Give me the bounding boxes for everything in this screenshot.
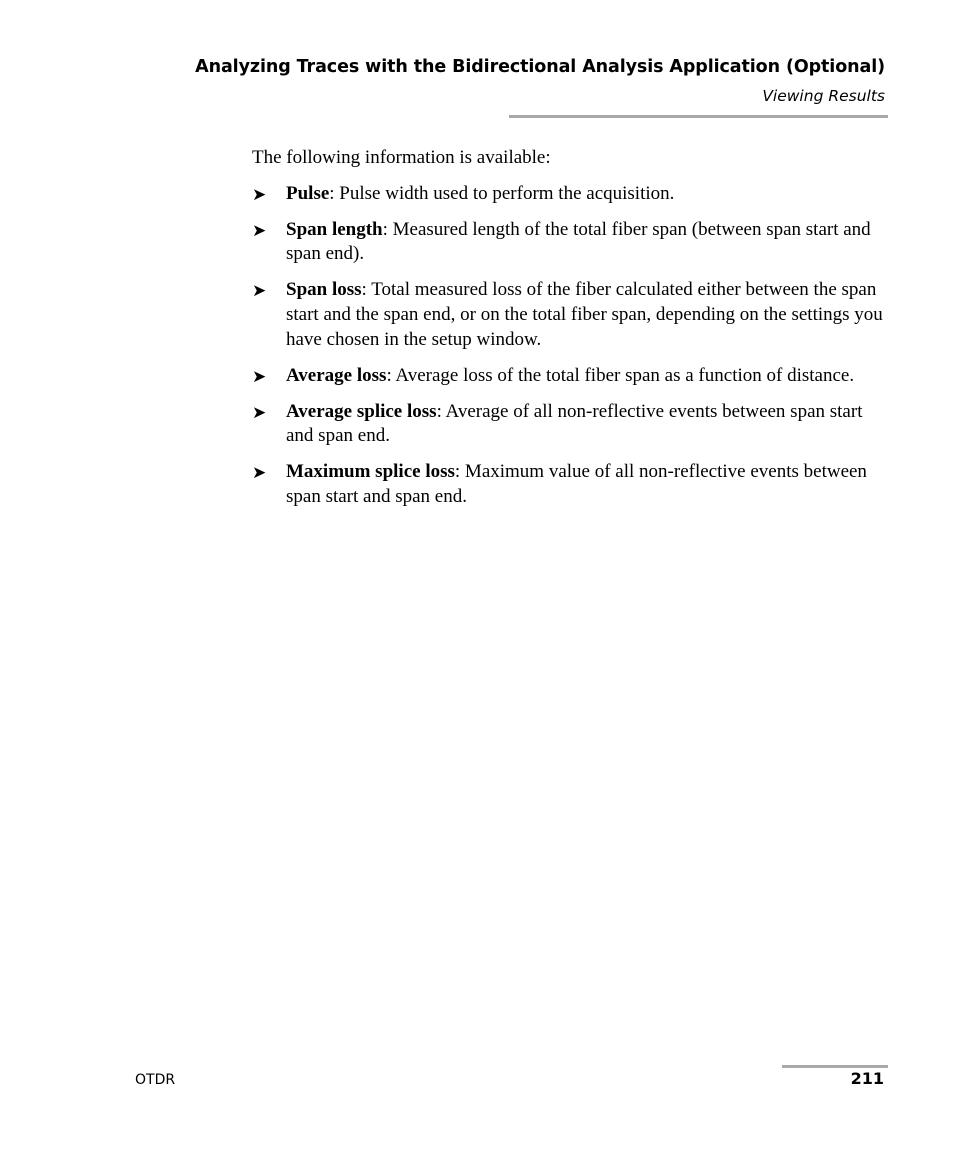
item-term: Span loss <box>286 279 362 301</box>
arrow-bullet-icon: ➤ <box>252 184 267 205</box>
chapter-title: Analyzing Traces with the Bidirectional Analysis Application (Optional) <box>195 57 885 77</box>
list-item-span-length <box>252 218 892 267</box>
item-description: : Average of all non-reflective events between span start and span end. <box>286 400 863 447</box>
item-term: Maximum splice loss <box>286 461 455 483</box>
footer-divider <box>782 1065 888 1068</box>
arrow-bullet-icon: ➤ <box>252 366 267 387</box>
page-body <box>252 146 892 521</box>
item-term: Average splice loss <box>286 400 437 422</box>
section-title: Viewing Results <box>762 87 885 105</box>
list-item-maximum-splice-loss <box>252 460 892 509</box>
item-description: : Average loss of the total fiber span as a function of distance. <box>386 364 855 386</box>
arrow-bullet-icon: ➤ <box>252 402 267 423</box>
item-term: Span length <box>286 218 383 240</box>
page-number: 211 <box>850 1069 884 1088</box>
arrow-bullet-icon: ➤ <box>252 463 267 484</box>
info-list <box>252 182 892 510</box>
item-description: : Pulse width used to perform the acquisition. <box>329 182 675 204</box>
item-term: Average loss <box>286 364 387 386</box>
item-description: : Maximum value of all non-reflective events between span start and span end. <box>286 461 867 508</box>
item-description: : Measured length of the total fiber span (between span start and span end). <box>286 218 871 265</box>
footer-product-name: OTDR <box>135 1072 176 1088</box>
list-item-average-loss <box>252 364 892 389</box>
list-item-pulse <box>252 182 892 207</box>
arrow-bullet-icon: ➤ <box>252 220 267 241</box>
arrow-bullet-icon: ➤ <box>252 281 267 302</box>
item-term: Pulse <box>286 182 330 204</box>
intro-paragraph: The following information is available: <box>252 147 551 168</box>
item-description: : Total measured loss of the fiber calculated either between the span start and the span end, or on the total fiber span, depending on the settings you have chosen in the setup window. <box>286 279 883 350</box>
header-divider <box>509 115 888 118</box>
list-item-average-splice-loss <box>252 400 892 449</box>
list-item-span-loss <box>252 278 892 352</box>
